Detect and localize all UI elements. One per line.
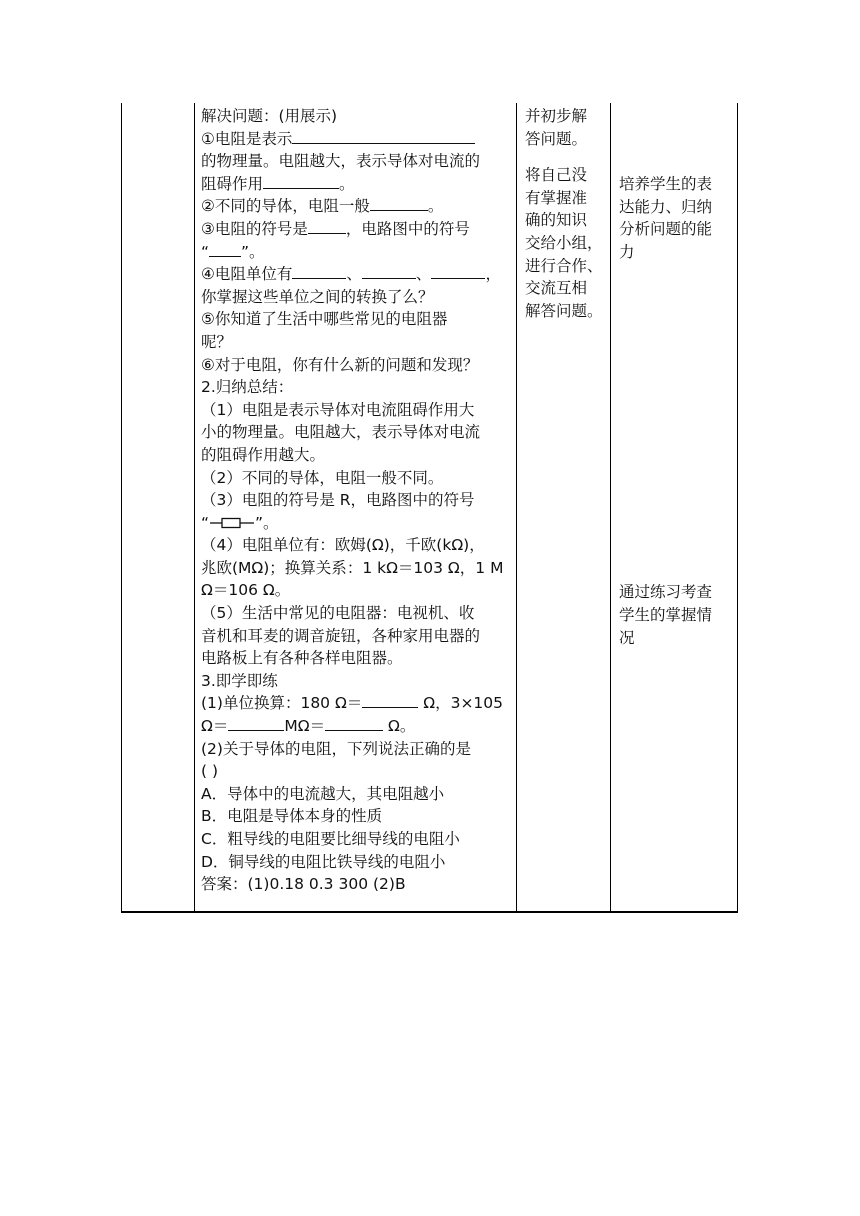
fill-blank bbox=[362, 692, 418, 708]
text-line: ①电阻是表示 bbox=[201, 128, 516, 151]
text-line: 解答问题。 bbox=[525, 301, 603, 320]
text-line: 电路板上有各种各样电阻器。 bbox=[201, 649, 403, 668]
text-line: ③电阻的符号是 ，电路图中的符号 bbox=[201, 219, 470, 238]
table-border-left bbox=[121, 103, 122, 912]
text-line: ⑥对于电阻，你有什么新的问题和发现？ bbox=[201, 355, 479, 374]
text-line: 阻碍作用 。 bbox=[201, 174, 355, 193]
text-line: 并初步解 bbox=[525, 107, 588, 125]
text-line: “ ”。 bbox=[201, 513, 279, 532]
fill-blank bbox=[308, 218, 346, 234]
text-line: 达能力、归纳 bbox=[619, 197, 713, 216]
text-line: Ω＝106 Ω。 bbox=[201, 581, 291, 600]
text-line: 交流互相 bbox=[525, 279, 588, 298]
answer-option-d: D．铜导线的电阻比铁导线的电阻小 bbox=[201, 852, 446, 871]
lesson-table bbox=[121, 103, 738, 912]
text-line: 音机和耳麦的调音旋钮，各种家用电器的 bbox=[201, 626, 481, 645]
text-line: 兆欧(MΩ)；换算关系：1 kΩ＝103 Ω，1 M bbox=[201, 558, 504, 577]
text-line: ②不同的导体，电阻一般 。 bbox=[201, 197, 444, 216]
text-line: 况 bbox=[619, 628, 635, 647]
fill-blank bbox=[370, 195, 428, 211]
answer-key: 答案：(1)0.18 0.3 300 (2)B bbox=[201, 875, 406, 894]
text-line: ④电阻单位有 、 、 ， bbox=[201, 265, 501, 284]
text-line: 3.即学即练 bbox=[201, 671, 278, 690]
fill-blank bbox=[263, 173, 339, 189]
table-border-bottom bbox=[121, 911, 738, 913]
text-line: ( ) bbox=[201, 762, 219, 781]
answer-option-c: C．粗导线的电阻要比细导线的电阻小 bbox=[201, 830, 460, 848]
answer-option-b: B．电阻是导体本身的性质 bbox=[201, 807, 383, 826]
text-line: （4）电阻单位有：欧姆(Ω)，千欧(kΩ)， bbox=[201, 536, 485, 555]
text-line: (2)关于导体的电阻，下列说法正确的是 bbox=[201, 739, 471, 758]
text-line: 有掌握准 bbox=[525, 188, 588, 207]
text-line: 确的知识 bbox=[525, 211, 588, 230]
student-activity-cell bbox=[525, 105, 613, 322]
text-line: 你掌握这些单位之间的转换了么？ bbox=[201, 287, 434, 306]
table-border-right bbox=[737, 103, 738, 912]
text-line: Ω＝ MΩ＝ Ω。 bbox=[201, 717, 416, 736]
text-line: 小的物理量。电阻越大，表示导体对电流 bbox=[201, 423, 481, 442]
teacher-activity-cell bbox=[201, 105, 516, 896]
text-line: （2）不同的导体，电阻一般不同。 bbox=[201, 468, 444, 487]
text-line: (1)单位换算：180 Ω＝ Ω，3×105 bbox=[201, 694, 504, 713]
text-line: 2.归纳总结： bbox=[201, 378, 294, 397]
text-line: 通过练习考查 bbox=[619, 583, 713, 602]
text-line: 分析问题的能 bbox=[619, 220, 713, 239]
text-line: （3）电阻的符号是 R，电路图中的符号 bbox=[201, 491, 475, 510]
text-line: “ ”。 bbox=[201, 242, 265, 261]
text-line: 将自己没 bbox=[525, 166, 588, 185]
resistor-symbol-icon bbox=[210, 517, 254, 529]
text-line: 的阻碍作用越大。 bbox=[201, 445, 326, 464]
fill-blank bbox=[292, 263, 346, 279]
text-line: 的物理量。电阻越大，表示导体对电流的 bbox=[201, 152, 481, 171]
fill-blank bbox=[209, 241, 241, 257]
fill-blank bbox=[362, 263, 416, 279]
answer-option-a: A．导体中的电流越大，其电阻越小 bbox=[201, 784, 445, 803]
text-line: 学生的掌握情 bbox=[619, 605, 713, 624]
text-line: （1）电阻是表示导体对电流阻碍作用大 bbox=[201, 400, 475, 419]
column-divider-1 bbox=[194, 103, 195, 912]
fill-blank bbox=[228, 715, 284, 731]
fill-blank bbox=[292, 128, 475, 144]
text-line: 呢？ bbox=[201, 332, 233, 351]
fill-blank bbox=[431, 263, 485, 279]
column-divider-2 bbox=[516, 103, 517, 912]
text-line: 培养学生的表 bbox=[619, 175, 713, 193]
text-line: 答问题。 bbox=[525, 129, 588, 148]
text-line: 力 bbox=[619, 242, 635, 261]
text-line: 进行合作、 bbox=[525, 256, 603, 275]
design-intent-cell bbox=[619, 173, 731, 649]
text-line: 交给小组， bbox=[525, 233, 603, 252]
text-line: 解决问题：(用展示) bbox=[201, 107, 338, 125]
text-line: ⑤你知道了生活中哪些常见的电阻器 bbox=[201, 310, 448, 329]
text-line: （5）生活中常见的电阻器：电视机、收 bbox=[201, 604, 475, 623]
fill-blank bbox=[325, 715, 383, 731]
